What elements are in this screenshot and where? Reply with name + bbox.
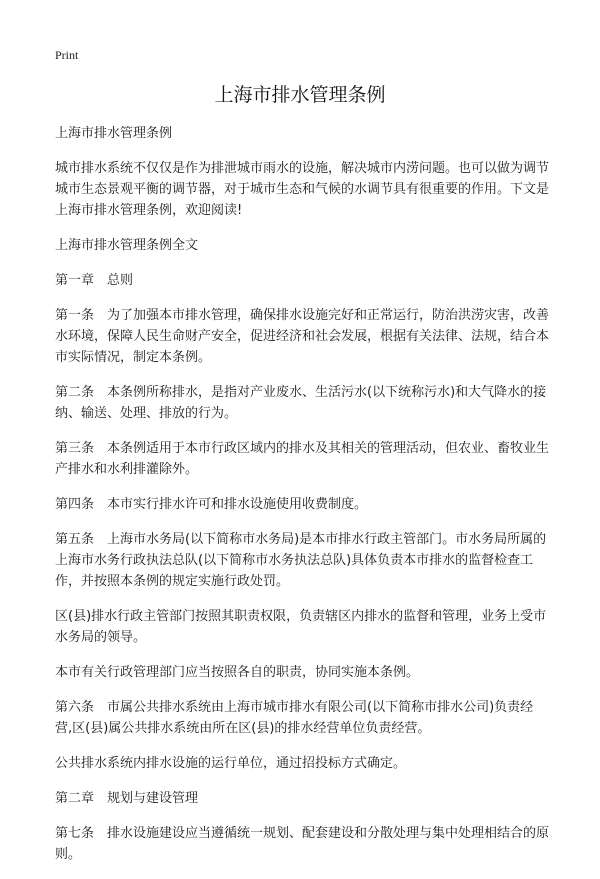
article-4: 第四条 本市实行排水许可和排水设施使用收费制度。	[55, 497, 368, 512]
document-body	[55, 123, 550, 879]
page-title: 上海市排水管理条例	[214, 84, 386, 106]
article-2: 第二条 本条例所称排水，是指对产业废水、生活污水(以下统称污水)和大气降水的接纳、输送、处理、排放的行为。	[55, 385, 547, 421]
article-6: 第六条 市属公共排水系统由上海市城市排水有限公司(以下简称市排水公司)负责经营,区(县)属公共排水系统由所在区(县)的排水经营单位负责经营。	[55, 700, 534, 736]
chapter-2-heading: 第二章 规划与建设管理	[55, 791, 199, 806]
print-link[interactable]: Print	[55, 48, 79, 62]
paragraph-intro: 城市排水系统不仅仅是作为排泄城市雨水的设施，解决城市内涝问题。也可以做为调节城市生态景观平衡的调节器，对于城市生态和气候的水调节具有很重要的作用。下文是上海市排水管理条例，欢迎阅读!	[55, 161, 550, 218]
chapter-1-heading: 第一章 总则	[55, 273, 134, 288]
paragraph-fulltext-heading: 上海市排水管理条例全文	[55, 238, 199, 253]
article-7: 第七条 排水设施建设应当遵循统一规划、配套建设和分散处理与集中处理相结合的原则。	[55, 826, 550, 862]
article-5-clause-2: 区(县)排水行政主管部门按照其职责权限，负责辖区内排水的监督和管理，业务上受市水务局的领导。	[55, 609, 547, 645]
article-5-clause-3: 本市有关行政管理部门应当按照各自的职责，协同实施本条例。	[55, 665, 420, 680]
article-5: 第五条 上海市水务局(以下简称市水务局)是本市排水行政主管部门。市水务局所属的上海市水务行政执法总队(以下简称市水务执法总队)具体负责本市排水的监督检查工作，并按照本条例的规定实施行政处罚。	[55, 532, 547, 589]
article-6-clause-2: 公共排水系统内排水设施的运行单位，通过招投标方式确定。	[55, 756, 407, 771]
article-1: 第一条 为了加强本市排水管理，确保排水设施完好和正常运行，防治洪涝灾害，改善水环境，保障人民生命财产安全，促进经济和社会发展，根据有关法律、法规，结合本市实际情况，制定本条例。	[55, 308, 550, 365]
paragraph-subtitle: 上海市排水管理条例	[55, 126, 173, 141]
article-3: 第三条 本条例适用于本市行政区域内的排水及其相关的管理活动，但农业、畜牧业生产排水和水利排灌除外。	[55, 441, 550, 477]
